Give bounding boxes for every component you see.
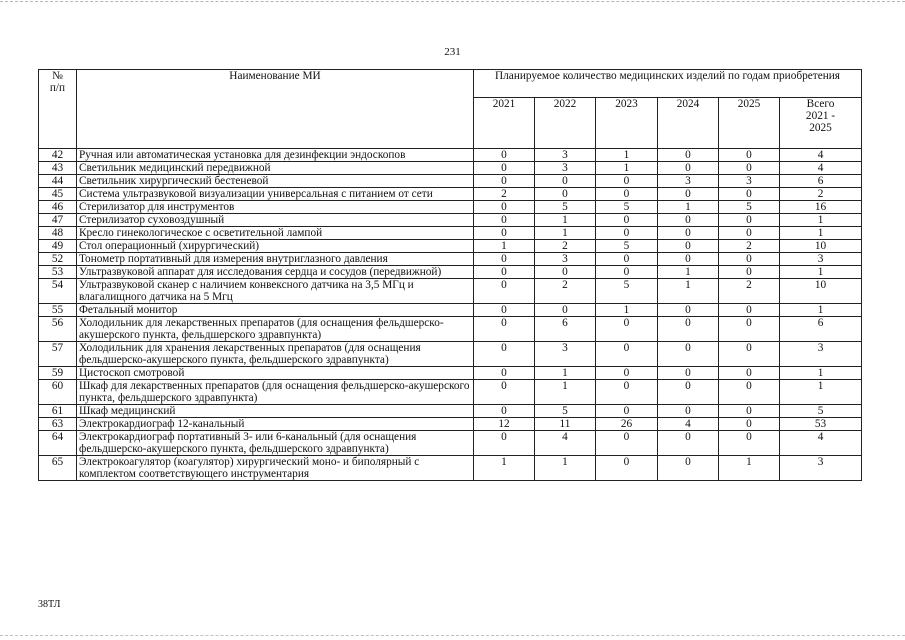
- qty-2024: 0: [658, 380, 719, 405]
- qty-2025: 0: [719, 380, 780, 405]
- qty-2022: 1: [535, 367, 596, 380]
- qty-2021: 0: [474, 149, 535, 162]
- qty-total: 1: [780, 227, 862, 240]
- table-row: [39, 214, 862, 227]
- qty-2023: 0: [596, 431, 658, 456]
- qty-2022: 3: [535, 342, 596, 367]
- qty-2024: 4: [658, 418, 719, 431]
- row-number: 43: [39, 162, 77, 175]
- device-name: Холодильник для лекарственных препаратов (для оснащения фельдшерско-акушерского пункта, фельдшерского здравпункта): [77, 317, 474, 342]
- device-name: Светильник медицинский передвижной: [77, 162, 474, 175]
- row-number: 59: [39, 367, 77, 380]
- qty-2022: 0: [535, 266, 596, 279]
- qty-2023: 26: [596, 418, 658, 431]
- header-year-2022: 2022: [535, 98, 596, 149]
- qty-2022: 0: [535, 188, 596, 201]
- qty-2024: 1: [658, 266, 719, 279]
- qty-2024: 1: [658, 201, 719, 214]
- page-number: 231: [444, 46, 461, 58]
- device-name: Шкаф медицинский: [77, 405, 474, 418]
- qty-2025: 0: [719, 266, 780, 279]
- qty-2023: 0: [596, 342, 658, 367]
- qty-2024: 0: [658, 342, 719, 367]
- qty-2022: 3: [535, 253, 596, 266]
- qty-2022: 5: [535, 405, 596, 418]
- qty-total: 1: [780, 380, 862, 405]
- device-name: Электрокардиограф 12-канальный: [77, 418, 474, 431]
- qty-2025: 0: [719, 227, 780, 240]
- table-row: [39, 266, 862, 279]
- row-number: 54: [39, 279, 77, 304]
- table-row: [39, 201, 862, 214]
- device-name: Фетальный монитор: [77, 304, 474, 317]
- qty-2024: 1: [658, 279, 719, 304]
- device-name: Шкаф для лекарственных препаратов (для оснащения фельдшерско-акушерского пункта, фельдшерского здравпункта): [77, 380, 474, 405]
- device-name: Холодильник для хранения лекарственных препаратов (для оснащения фельдшерско-акушерского пункта, фельдшерского здравпункта): [77, 342, 474, 367]
- qty-2022: 1: [535, 456, 596, 481]
- qty-2022: 11: [535, 418, 596, 431]
- qty-total: 2: [780, 188, 862, 201]
- qty-2025: 0: [719, 188, 780, 201]
- device-name: Электрокардиограф портативный 3- или 6-канальный (для оснащения фельдшерско-акушерского пункта, фельдшерского здравпункта): [77, 431, 474, 456]
- qty-2023: 0: [596, 367, 658, 380]
- qty-2023: 1: [596, 304, 658, 317]
- header-total: Всего 2021 - 2025: [780, 98, 862, 149]
- qty-2025: 1: [719, 456, 780, 481]
- table-row: [39, 279, 862, 304]
- qty-2022: 1: [535, 214, 596, 227]
- qty-2021: 0: [474, 175, 535, 188]
- qty-2023: 0: [596, 227, 658, 240]
- qty-total: 1: [780, 214, 862, 227]
- table-row: [39, 240, 862, 253]
- qty-2025: 0: [719, 317, 780, 342]
- header-year-2021: 2021: [474, 98, 535, 149]
- qty-2021: 0: [474, 367, 535, 380]
- qty-2021: 0: [474, 431, 535, 456]
- qty-2025: 0: [719, 149, 780, 162]
- row-number: 44: [39, 175, 77, 188]
- table-row: [39, 405, 862, 418]
- qty-2021: 1: [474, 456, 535, 481]
- table-row: [39, 367, 862, 380]
- qty-2021: 0: [474, 279, 535, 304]
- qty-2024: 0: [658, 304, 719, 317]
- header-year-2025: 2025: [719, 98, 780, 149]
- qty-2024: 0: [658, 240, 719, 253]
- qty-total: 1: [780, 266, 862, 279]
- qty-2023: 0: [596, 405, 658, 418]
- qty-2025: 0: [719, 214, 780, 227]
- qty-2023: 0: [596, 266, 658, 279]
- qty-2021: 0: [474, 266, 535, 279]
- table-row: [39, 175, 862, 188]
- device-name: Стерилизатор для инструментов: [77, 201, 474, 214]
- qty-2021: 0: [474, 162, 535, 175]
- table-row: [39, 456, 862, 481]
- footer-code: 38ТЛ: [38, 599, 61, 610]
- qty-2024: 0: [658, 227, 719, 240]
- qty-2022: 5: [535, 201, 596, 214]
- table-row: [39, 304, 862, 317]
- qty-total: 5: [780, 405, 862, 418]
- header-num: № п/п: [39, 70, 77, 149]
- header-name: Наименование МИ: [77, 70, 474, 149]
- qty-2023: 5: [596, 279, 658, 304]
- medical-devices-table: [38, 69, 862, 481]
- table-row: [39, 418, 862, 431]
- qty-2024: 0: [658, 367, 719, 380]
- qty-2021: 0: [474, 317, 535, 342]
- qty-2021: 1: [474, 240, 535, 253]
- device-name: Стерилизатор суховоздушный: [77, 214, 474, 227]
- qty-2024: 0: [658, 456, 719, 481]
- qty-2023: 0: [596, 175, 658, 188]
- header-planned: Планируемое количество медицинских изделий по годам приобретения: [474, 70, 862, 98]
- qty-2023: 0: [596, 214, 658, 227]
- table-row: [39, 342, 862, 367]
- qty-2023: 5: [596, 201, 658, 214]
- qty-2022: 4: [535, 431, 596, 456]
- row-number: 47: [39, 214, 77, 227]
- qty-total: 4: [780, 162, 862, 175]
- device-name: Ультразвуковой сканер с наличием конвексного датчика на 3,5 МГц и влагалищного датчика на 5 Мгц: [77, 279, 474, 304]
- qty-total: 53: [780, 418, 862, 431]
- table-body: [39, 149, 862, 481]
- qty-2025: 0: [719, 431, 780, 456]
- row-number: 46: [39, 201, 77, 214]
- qty-2023: 5: [596, 240, 658, 253]
- table-row: [39, 227, 862, 240]
- qty-2021: 0: [474, 380, 535, 405]
- qty-2025: 0: [719, 418, 780, 431]
- qty-2022: 1: [535, 227, 596, 240]
- qty-2021: 0: [474, 214, 535, 227]
- qty-2024: 0: [658, 405, 719, 418]
- qty-2021: 12: [474, 418, 535, 431]
- device-name: Светильник хирургический бестеневой: [77, 175, 474, 188]
- row-number: 65: [39, 456, 77, 481]
- qty-2024: 0: [658, 253, 719, 266]
- row-number: 61: [39, 405, 77, 418]
- header-year-2024: 2024: [658, 98, 719, 149]
- qty-2022: 0: [535, 304, 596, 317]
- row-number: 42: [39, 149, 77, 162]
- row-number: 55: [39, 304, 77, 317]
- row-number: 45: [39, 188, 77, 201]
- qty-total: 10: [780, 279, 862, 304]
- qty-total: 6: [780, 175, 862, 188]
- qty-2021: 0: [474, 253, 535, 266]
- device-name: Цистоскоп смотровой: [77, 367, 474, 380]
- row-number: 49: [39, 240, 77, 253]
- qty-2023: 0: [596, 456, 658, 481]
- device-name: Ручная или автоматическая установка для дезинфекции эндоскопов: [77, 149, 474, 162]
- qty-total: 10: [780, 240, 862, 253]
- device-name: Ультразвуковой аппарат для исследования сердца и сосудов (передвижной): [77, 266, 474, 279]
- scan-edge-bottom: [0, 635, 905, 636]
- qty-total: 3: [780, 253, 862, 266]
- qty-2024: 0: [658, 214, 719, 227]
- qty-2021: 0: [474, 405, 535, 418]
- qty-2025: 0: [719, 304, 780, 317]
- qty-total: 3: [780, 342, 862, 367]
- qty-2025: 0: [719, 162, 780, 175]
- qty-total: 6: [780, 317, 862, 342]
- table-row: [39, 162, 862, 175]
- qty-2024: 0: [658, 149, 719, 162]
- device-name: Электрокоагулятор (коагулятор) хирургический моно- и биполярный с комплектом соответствующего инструментария: [77, 456, 474, 481]
- qty-2022: 1: [535, 380, 596, 405]
- qty-2021: 0: [474, 304, 535, 317]
- qty-total: 1: [780, 304, 862, 317]
- header-year-2023: 2023: [596, 98, 658, 149]
- qty-total: 3: [780, 456, 862, 481]
- qty-2025: 0: [719, 253, 780, 266]
- row-number: 57: [39, 342, 77, 367]
- qty-2023: 0: [596, 317, 658, 342]
- device-name: Система ультразвуковой визуализации универсальная с питанием от сети: [77, 188, 474, 201]
- device-name: Стол операционный (хирургический): [77, 240, 474, 253]
- qty-2024: 0: [658, 188, 719, 201]
- qty-2021: 0: [474, 201, 535, 214]
- table-row: [39, 317, 862, 342]
- qty-2021: 0: [474, 342, 535, 367]
- qty-2025: 2: [719, 240, 780, 253]
- table-row: [39, 431, 862, 456]
- qty-2025: 0: [719, 367, 780, 380]
- row-number: 60: [39, 380, 77, 405]
- qty-2023: 0: [596, 380, 658, 405]
- table-row: [39, 188, 862, 201]
- qty-2021: 2: [474, 188, 535, 201]
- device-name: Тонометр портативный для измерения внутриглазного давления: [77, 253, 474, 266]
- qty-2023: 0: [596, 188, 658, 201]
- table-row: [39, 149, 862, 162]
- qty-2022: 2: [535, 240, 596, 253]
- row-number: 48: [39, 227, 77, 240]
- row-number: 52: [39, 253, 77, 266]
- scan-edge-top: [0, 1, 905, 2]
- qty-2022: 3: [535, 149, 596, 162]
- qty-total: 4: [780, 149, 862, 162]
- row-number: 53: [39, 266, 77, 279]
- row-number: 64: [39, 431, 77, 456]
- qty-total: 16: [780, 201, 862, 214]
- qty-2025: 0: [719, 342, 780, 367]
- table-row: [39, 380, 862, 405]
- qty-2025: 5: [719, 201, 780, 214]
- qty-2024: 0: [658, 317, 719, 342]
- qty-total: 1: [780, 367, 862, 380]
- row-number: 56: [39, 317, 77, 342]
- row-number: 63: [39, 418, 77, 431]
- qty-2023: 1: [596, 162, 658, 175]
- qty-2024: 3: [658, 175, 719, 188]
- qty-2022: 6: [535, 317, 596, 342]
- qty-2022: 3: [535, 162, 596, 175]
- qty-2024: 0: [658, 431, 719, 456]
- device-name: Кресло гинекологическое с осветительной лампой: [77, 227, 474, 240]
- qty-2023: 0: [596, 253, 658, 266]
- qty-2025: 0: [719, 405, 780, 418]
- qty-2023: 1: [596, 149, 658, 162]
- qty-2022: 2: [535, 279, 596, 304]
- qty-2025: 3: [719, 175, 780, 188]
- qty-2024: 0: [658, 162, 719, 175]
- table-row: [39, 253, 862, 266]
- qty-2021: 0: [474, 227, 535, 240]
- qty-total: 4: [780, 431, 862, 456]
- qty-2025: 2: [719, 279, 780, 304]
- qty-2022: 0: [535, 175, 596, 188]
